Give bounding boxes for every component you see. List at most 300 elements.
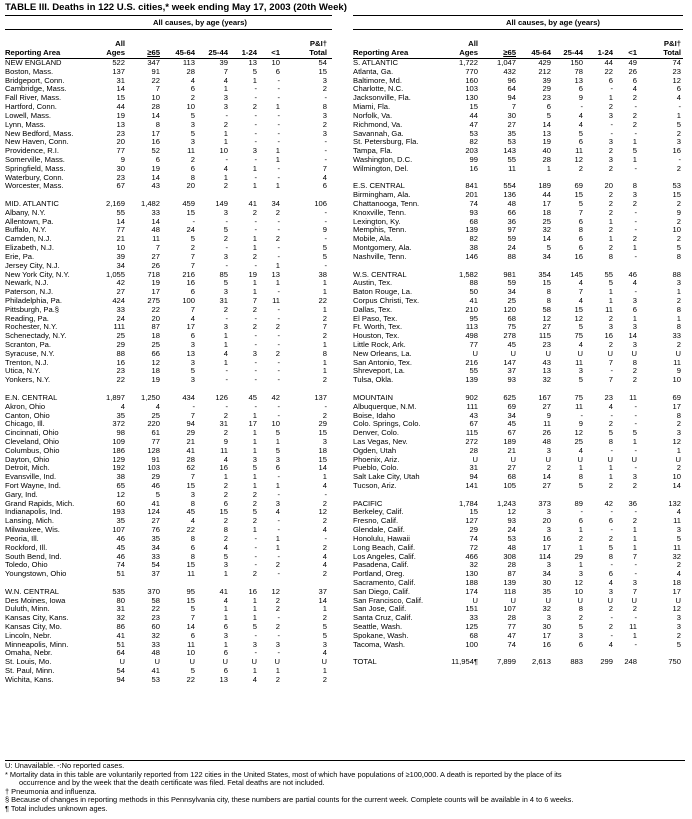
cell-1-24: 1 [252, 604, 257, 614]
cell-under-1: 10 [271, 419, 280, 429]
cell-25-44: 5 [578, 128, 583, 138]
cell-65-plus: 33 [151, 639, 160, 649]
cell-1-24: 55 [604, 269, 613, 279]
cell-pi-total: 2 [322, 516, 327, 526]
cell-25-44: 2 [223, 481, 228, 490]
cell-reporting-area: Corpus Christi, Tex. [353, 295, 420, 305]
cell-reporting-area: Houston, Tex. [353, 331, 400, 341]
cell-45-64: 10 [186, 102, 195, 112]
cell-65-plus: 74 [507, 639, 516, 649]
cell-under-1: 3 [275, 639, 280, 649]
cell-under-1: 1 [275, 542, 280, 552]
cell-reporting-area: Tampa, Fla. [353, 146, 393, 156]
cell-65-plus: 48 [507, 542, 516, 552]
cell-25-44: - [580, 410, 583, 420]
cell-reporting-area: Tulsa, Okla. [353, 375, 394, 385]
cell-all-ages: 68 [469, 630, 478, 640]
cell-reporting-area: Cincinnati, Ohio [5, 428, 59, 438]
cell-pi-total: 3 [322, 436, 327, 446]
city-row-worcester-mass [5, 182, 332, 191]
cell-25-44: 3 [578, 366, 583, 376]
cell-all-ages: 109 [112, 436, 125, 446]
cell-1-24: - [254, 401, 257, 411]
cell-25-44: 31 [219, 295, 228, 305]
cell-45-64: 45 [186, 507, 195, 517]
cell-reporting-area: Cambridge, Mass. [5, 84, 67, 94]
cell-pi-total: 69 [672, 392, 681, 402]
cell-1-24: 3 [252, 146, 257, 156]
cell-25-44: 3 [223, 287, 228, 297]
cell-1-24: 3 [252, 454, 257, 464]
cell-1-24: 1 [252, 75, 257, 85]
cell-45-64: 44 [542, 190, 551, 200]
city-row-milwaukee-wis [5, 526, 332, 535]
city-row-youngstown-ohio [5, 570, 332, 579]
cell-25-44: 2 [223, 181, 228, 191]
left-table [5, 15, 332, 685]
cell-25-44: 4 [223, 75, 228, 85]
cell-under-1: 2 [275, 207, 280, 217]
cell-45-64: 30 [542, 622, 551, 631]
cell-65-plus: 24 [507, 525, 516, 535]
cell-pi-total: 137 [314, 392, 327, 402]
cell-under-1: 2 [275, 348, 280, 358]
cell-65-plus: 11 [508, 163, 516, 173]
cell-25-44: 1 [223, 639, 228, 649]
cell-45-64: 13 [542, 366, 551, 376]
cell-45-64: 29 [542, 84, 551, 94]
table-body [5, 59, 332, 685]
cell-45-64: 11 [187, 639, 195, 649]
col-pi-total: P&I† Total [663, 39, 681, 57]
cell-25-44: 1 [223, 472, 228, 482]
cell-1-24: 11 [605, 304, 613, 314]
cell-45-64: 5 [546, 110, 551, 120]
cell-reporting-area: W.S. CENTRAL [353, 269, 407, 279]
cell-25-44: 3 [223, 102, 228, 112]
group-header [353, 15, 683, 30]
cell-1-24: 2 [252, 498, 257, 508]
cell-all-ages: 51 [116, 639, 125, 649]
cell-under-1: - [277, 472, 280, 482]
cell-all-ages: 74 [116, 560, 125, 570]
cell-45-64: 7 [190, 613, 195, 623]
cell-65-plus: 14 [151, 110, 160, 120]
cell-45-64: 25 [542, 216, 551, 226]
cell-65-plus: 94 [507, 93, 516, 103]
cell-reporting-area: Pittsburgh, Pa.§ [5, 304, 60, 314]
cell-pi-total: 2 [676, 234, 681, 244]
cell-25-44: 5 [578, 481, 583, 490]
cell-all-ages: 33 [469, 613, 478, 623]
cell-under-1: 1 [632, 154, 637, 164]
cell-65-plus: 1,243 [496, 498, 516, 508]
cell-under-1: - [634, 128, 637, 138]
cell-reporting-area: Hartford, Conn. [5, 102, 57, 112]
cell-pi-total: 3 [676, 137, 681, 147]
cell-all-ages: 44 [469, 110, 478, 120]
cell-45-64: 5 [190, 110, 195, 120]
cell-all-ages: 1,055 [105, 269, 125, 279]
cell-65-plus: 625 [503, 392, 516, 402]
cell-65-plus: 17 [151, 128, 160, 138]
cell-65-plus: 35 [507, 128, 516, 138]
cell-65-plus: U [510, 595, 516, 605]
cell-under-1: 1 [632, 137, 637, 147]
cell-45-64: 34 [542, 569, 551, 579]
cell-under-1: 1 [275, 146, 280, 156]
cell-65-plus: 1,250 [140, 392, 160, 402]
cell-under-1: 6 [275, 463, 280, 473]
cell-1-24: - [254, 533, 257, 543]
cell-25-44: 6 [223, 622, 228, 631]
cell-under-1: - [277, 489, 280, 499]
cell-pi-total: 3 [322, 75, 327, 85]
cell-65-plus: 68 [507, 472, 516, 482]
cell-25-44: 8 [223, 525, 228, 535]
cell-all-ages: 80 [116, 595, 125, 605]
cell-reporting-area: St. Paul, Minn. [5, 666, 55, 676]
cell-65-plus: 25 [151, 340, 160, 349]
cell-reporting-area: Evansville, Ind. [5, 472, 57, 482]
cell-25-44: 11 [575, 357, 583, 367]
cell-all-ages: 125 [465, 622, 478, 631]
cell-pi-total: 18 [672, 577, 681, 587]
cell-reporting-area: Baltimore, Md. [353, 75, 402, 85]
cell-under-1: 1 [632, 436, 637, 446]
cell-reporting-area: Memphis, Tenn. [353, 225, 407, 235]
cell-under-1: - [634, 639, 637, 649]
cell-all-ages: 99 [469, 154, 478, 164]
cell-all-ages: 115 [465, 428, 478, 438]
cell-all-ages: 14 [116, 84, 125, 94]
cell-all-ages: 193 [112, 507, 125, 517]
cell-45-64: 7 [190, 304, 195, 314]
cell-45-64: 3 [546, 613, 551, 623]
cell-under-1: 3 [632, 340, 637, 349]
cell-pi-total: 750 [668, 657, 681, 667]
cell-reporting-area: Albany, N.Y. [5, 207, 46, 217]
cell-25-44: 2 [223, 428, 228, 438]
cell-all-ages: 210 [465, 304, 478, 314]
cell-65-plus: 22 [151, 304, 160, 314]
cell-reporting-area: Lincoln, Nebr. [5, 630, 52, 640]
cell-65-plus: 88 [507, 251, 516, 261]
cell-45-64: 8 [190, 533, 195, 543]
cell-pi-total: U [675, 454, 681, 464]
cell-all-ages: 141 [465, 481, 478, 490]
cell-under-1: - [634, 613, 637, 623]
cell-under-1: - [277, 630, 280, 640]
cell-1-24: - [254, 375, 257, 385]
cell-all-ages: 77 [116, 225, 125, 235]
cell-25-44: 89 [574, 498, 583, 508]
cell-reporting-area: Utica, N.Y. [5, 366, 41, 376]
cell-all-ages: 130 [465, 93, 478, 103]
cell-65-plus: 54 [151, 560, 160, 570]
cell-1-24: 4 [252, 674, 257, 684]
cell-all-ages: 13 [116, 119, 125, 129]
cell-all-ages: 45 [116, 542, 125, 552]
cell-pi-total: 15 [318, 428, 327, 438]
cell-pi-total: 7 [322, 322, 327, 332]
cell-reporting-area: Mobile, Ala. [353, 234, 393, 244]
cell-45-64: 9 [546, 410, 551, 420]
cell-1-24: 13 [248, 58, 257, 67]
cell-pi-total: 17 [672, 586, 681, 596]
col-45-64: 45-64 [531, 47, 551, 57]
cell-65-plus: 87 [507, 569, 516, 579]
cell-1-24: - [610, 84, 613, 94]
cell-pi-total: 1 [322, 304, 327, 314]
cell-45-64: 6 [190, 630, 195, 640]
cell-under-1: - [634, 445, 637, 455]
cell-25-44: 1 [578, 525, 583, 535]
cell-1-24: - [610, 119, 613, 129]
cell-all-ages: 1,582 [458, 269, 478, 279]
cell-1-24: 1 [252, 472, 257, 482]
cell-all-ages: 11,954¶ [451, 657, 478, 667]
cell-45-64: 3 [546, 525, 551, 535]
cell-reporting-area: New Orleans, La. [353, 348, 412, 358]
cell-pi-total: 88 [672, 269, 681, 279]
cell-all-ages: 23 [116, 172, 125, 182]
cell-all-ages: 88 [116, 348, 125, 358]
cell-pi-total: 4 [322, 560, 327, 570]
city-row-nashville-tenn [353, 253, 683, 262]
cell-45-64: 434 [182, 392, 195, 402]
cell-reporting-area: Salt Lake City, Utah [353, 472, 420, 482]
cell-25-44: U [577, 595, 583, 605]
cell-reporting-area: Berkeley, Calif. [353, 507, 404, 517]
cell-65-plus: 41 [151, 498, 160, 508]
cell-all-ages: 60 [116, 498, 125, 508]
cell-1-24: 1 [252, 181, 257, 191]
cell-under-1: - [277, 137, 280, 147]
cell-all-ages: 51 [116, 569, 125, 579]
cell-45-64: 4 [190, 75, 195, 85]
city-row-tacoma-wash [353, 641, 683, 650]
cell-1-24: 2 [608, 604, 613, 614]
cell-45-64: 95 [186, 586, 195, 596]
cell-pi-total: - [324, 216, 327, 226]
cell-1-24: - [610, 507, 613, 517]
cell-under-1: - [277, 287, 280, 297]
cell-pi-total: 22 [318, 295, 327, 305]
cell-45-64: 32 [542, 604, 551, 614]
cell-reporting-area: Las Vegas, Nev. [353, 436, 408, 446]
group-header-label: All causes, by age (years) [152, 17, 247, 27]
cell-45-64: 1 [546, 163, 551, 173]
cell-pi-total: 2 [322, 313, 327, 323]
cell-under-1: - [634, 569, 637, 579]
cell-1-24: 2 [608, 190, 613, 200]
cell-under-1: 26 [628, 66, 637, 76]
cell-reporting-area: Richmond, Va. [353, 119, 403, 129]
cell-1-24: 1 [252, 234, 257, 244]
cell-under-1: 11 [629, 622, 637, 631]
cell-reporting-area: Seattle, Wash. [353, 622, 403, 631]
cell-45-64: 15 [542, 278, 551, 288]
cell-65-plus: 29 [151, 472, 160, 482]
cell-all-ages: 35 [116, 410, 125, 420]
cell-under-1: - [277, 401, 280, 411]
cell-under-1: 3 [275, 498, 280, 508]
cell-pi-total: 11 [673, 357, 681, 367]
cell-25-44: 16 [574, 251, 583, 261]
footnote-mortality-cont: occurrence and by the week that the death certificate was filed. Fetal deaths are not included. [19, 778, 325, 788]
cell-all-ages: 41 [469, 295, 478, 305]
col-under-1: <1 [271, 47, 280, 57]
cell-25-44: 3 [223, 251, 228, 261]
cell-pi-total: 3 [676, 428, 681, 438]
cell-1-24: 2 [608, 207, 613, 217]
cell-1-24: 20 [604, 181, 613, 191]
cell-all-ages: 160 [465, 75, 478, 85]
cell-65-plus: 66 [507, 207, 516, 217]
cell-all-ages: 129 [112, 454, 125, 464]
cell-45-64: 29 [186, 428, 195, 438]
cell-pi-total: U [675, 348, 681, 358]
cell-all-ages: 272 [465, 436, 478, 446]
cell-under-1: - [634, 163, 637, 173]
cell-reporting-area: San Antonio, Tex. [353, 357, 412, 367]
cell-65-plus: 47 [507, 630, 516, 640]
cell-1-24: 2 [608, 419, 613, 429]
cell-under-1: 2 [632, 366, 637, 376]
cell-reporting-area: Honolulu, Hawaii [353, 533, 410, 543]
cell-under-1: 1 [275, 278, 280, 288]
cell-25-44: 4 [223, 542, 228, 552]
cell-1-24: 2 [252, 251, 257, 261]
cell-65-plus: 34 [151, 542, 160, 552]
cell-65-plus: 136 [503, 190, 516, 200]
cell-65-plus: 12 [507, 507, 516, 517]
cell-45-64: U [189, 657, 195, 667]
cell-1-24: 4 [608, 639, 613, 649]
city-row-wichita-kans [5, 676, 332, 685]
cell-25-44: 16 [219, 463, 228, 473]
cell-pi-total: 2 [322, 331, 327, 341]
cell-1-24: 2 [608, 313, 613, 323]
cell-all-ages: 113 [465, 322, 478, 332]
cell-45-64: 5 [190, 234, 195, 244]
cell-1-24: 19 [248, 269, 257, 279]
cell-under-1: 1 [632, 542, 637, 552]
cell-25-44: 1 [223, 331, 228, 341]
cell-all-ages: 24 [116, 313, 125, 323]
cell-pi-total: 5 [322, 243, 327, 253]
cell-65-plus: 58 [151, 595, 160, 605]
cell-1-24: 8 [608, 436, 613, 446]
cell-65-plus: 12 [151, 357, 160, 367]
cell-25-44: 5 [223, 278, 228, 288]
city-row-fort-wayne-ind [5, 482, 332, 491]
cell-under-1: - [634, 287, 637, 297]
cell-65-plus: 6 [155, 154, 160, 164]
cell-25-44: 11 [220, 445, 228, 455]
cell-65-plus: 67 [507, 428, 516, 438]
cell-reporting-area: Colo. Springs, Colo. [353, 419, 421, 429]
cell-25-44: 4 [223, 348, 228, 358]
cell-65-plus: 19 [151, 375, 160, 385]
cell-under-1: 6 [632, 75, 637, 85]
cell-reporting-area: Grand Rapids, Mich. [5, 498, 75, 508]
cell-65-plus: 46 [151, 481, 160, 490]
cell-reporting-area: Gary, Ind. [5, 489, 38, 499]
cell-65-plus: 18 [151, 366, 160, 376]
cell-reporting-area: South Bend, Ind. [5, 551, 62, 561]
cell-65-plus: 554 [503, 181, 516, 191]
cell-45-64: 15 [186, 595, 195, 605]
cell-25-44: 6 [223, 666, 228, 676]
cell-65-plus: 48 [151, 648, 160, 658]
cell-under-1: - [277, 313, 280, 323]
cell-1-24: 1 [252, 278, 257, 288]
cell-25-44: 4 [578, 295, 583, 305]
cell-1-24: 2 [608, 533, 613, 543]
cell-under-1: 2 [275, 622, 280, 631]
cell-reporting-area: Canton, Ohio [5, 410, 50, 420]
cell-45-64: 18 [542, 207, 551, 217]
cell-all-ages: 424 [112, 295, 125, 305]
cell-1-24: 5 [608, 428, 613, 438]
cell-45-64: 17 [542, 630, 551, 640]
cell-all-ages: 30 [116, 163, 125, 173]
group-header [5, 15, 332, 30]
city-row-tucson-ariz [353, 482, 683, 491]
cell-45-64: 6 [190, 287, 195, 297]
cell-pi-total: 2 [322, 84, 327, 94]
cell-all-ages: 94 [116, 674, 125, 684]
cell-45-64: 16 [542, 639, 551, 649]
cell-1-24: 2 [252, 489, 257, 499]
cell-1-24: 6 [608, 569, 613, 579]
cell-all-ages: 151 [465, 604, 478, 614]
cell-reporting-area: Knoxville, Tenn. [353, 207, 407, 217]
cell-pi-total: U [675, 595, 681, 605]
cell-all-ages: 137 [112, 66, 125, 76]
column-header-row [5, 30, 332, 59]
cell-reporting-area: Erie, Pa. [5, 251, 35, 261]
cell-reporting-area: Fort Wayne, Ind. [5, 481, 61, 490]
cell-reporting-area: New York City, N.Y. [5, 269, 70, 279]
cell-45-64: 6 [190, 542, 195, 552]
city-row-minneapolis-minn [5, 641, 332, 650]
cell-25-44: 6 [578, 243, 583, 253]
cell-1-24: 1 [252, 428, 257, 438]
cell-under-1: 248 [624, 657, 637, 667]
cell-reporting-area: Pueblo, Colo. [353, 463, 399, 473]
cell-reporting-area: Baton Rouge, La. [353, 287, 413, 297]
cell-reporting-area: Lexington, Ky. [353, 216, 401, 226]
cell-65-plus: 53 [507, 533, 516, 543]
cell-reporting-area: Minneapolis, Minn. [5, 639, 69, 649]
cell-all-ages: 68 [469, 216, 478, 226]
cell-under-1: 3 [632, 577, 637, 587]
cell-1-24: - [254, 331, 257, 341]
cell-25-44: 9 [223, 436, 228, 446]
cell-all-ages: 54 [116, 666, 125, 676]
cell-pi-total: 1 [322, 278, 327, 288]
cell-25-44: - [225, 110, 228, 120]
cell-1-24: 3 [608, 154, 613, 164]
cell-1-24: 2 [608, 146, 613, 156]
cell-1-24: - [254, 216, 257, 226]
cell-25-44: 5 [578, 322, 583, 332]
cell-25-44: 5 [223, 225, 228, 235]
cell-65-plus: 24 [507, 243, 516, 253]
